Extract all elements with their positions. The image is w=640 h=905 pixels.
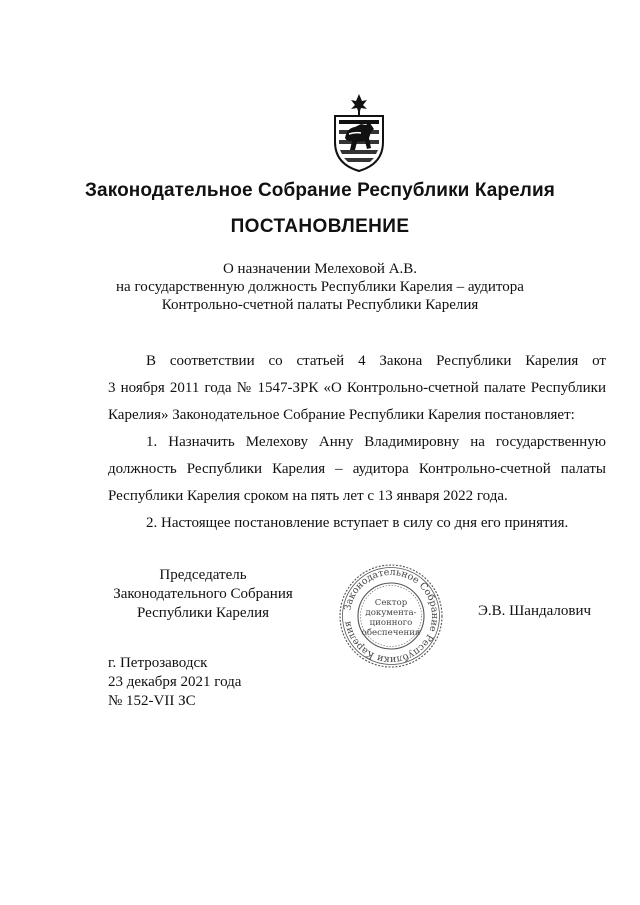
body-line: В соответствии со статьей 4 Закона Республики Карелия от: [146, 353, 606, 369]
body-line: 3 ноября 2011 года № 1547-ЗРК «О Контрольно-счетной палате Республики: [108, 380, 606, 396]
stamp-inner-line: документа-: [365, 608, 417, 618]
karelia-coat-of-arms-icon: [331, 94, 387, 172]
signatory-name: Э.В. Шандалович: [478, 603, 592, 619]
document-type-heading: ПОСТАНОВЛЕНИЕ: [230, 216, 410, 237]
body-line: 1. Назначить Мелехову Анну Владимировну на государственную: [146, 434, 606, 450]
document-subject: [0, 260, 640, 314]
official-stamp: [337, 562, 445, 670]
document-city: г. Петрозаводск: [108, 655, 208, 671]
document-footer: [108, 654, 241, 711]
stamp-outer-arc: Законодательное Собрание Республики Карелия: [342, 566, 441, 666]
signatory-title-line: Председатель: [159, 567, 247, 583]
subject-line: Контрольно-счетной палаты Республики Карелия: [161, 297, 479, 313]
subject-line: на государственную должность Республики Карелия – аудитора: [116, 279, 524, 295]
signatory-title-line: Республики Карелия: [136, 605, 270, 621]
stamp-inner-line: Сектор: [374, 598, 408, 608]
body-line: Республики Карелия сроком на пять лет с 13 января 2022 года.: [108, 488, 508, 504]
subject-line: О назначении Мелеховой А.В.: [222, 261, 418, 277]
signatory-title-line: Законодательного Собрания: [113, 586, 293, 602]
organization-title: Законодательное Собрание Республики Карелия: [85, 180, 555, 201]
body-line: 2. Настоящее постановление вступает в силу со дня его принятия.: [146, 515, 569, 531]
body-line: Карелия» Законодательное Собрание Республики Карелия постановляет:: [108, 407, 575, 423]
stamp-inner-line: ционного: [369, 618, 413, 628]
document-number: № 152-VII ЗС: [108, 693, 196, 709]
signatory-title: [108, 566, 298, 623]
body-line: должность Республики Карелия – аудитора Контрольно-счетной палаты: [108, 461, 606, 477]
document-date: 23 декабря 2021 года: [108, 674, 242, 690]
stamp-inner-line: обеспечения: [361, 628, 421, 638]
document-body: [108, 348, 606, 537]
